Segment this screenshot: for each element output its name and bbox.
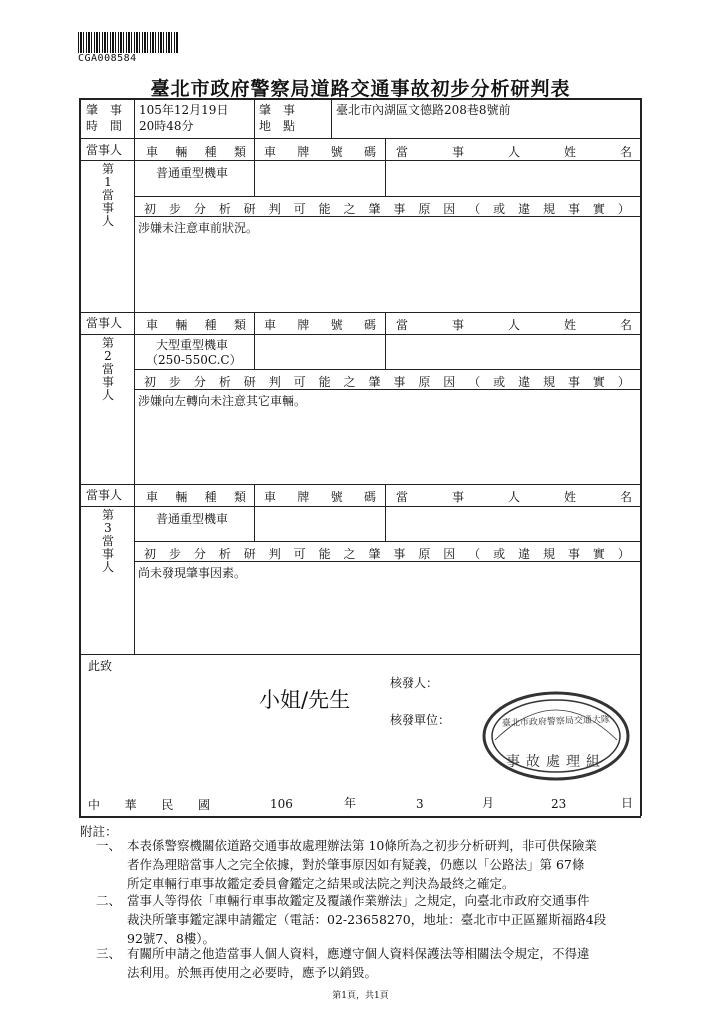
char: 姓 [563, 145, 576, 159]
divider [134, 196, 640, 197]
divider [134, 484, 135, 654]
issuer-unit-label: 核發單位： [390, 713, 451, 727]
cause-text: 涉嫌未注意車前狀況。 [138, 221, 259, 235]
char: （ [468, 375, 481, 389]
party-header: 當事人 [86, 143, 123, 157]
char: 可 [293, 547, 306, 561]
incident-date: 105年12月19日 [139, 103, 229, 117]
note-item [127, 944, 590, 982]
roc-label [88, 796, 210, 813]
name-header [396, 143, 632, 160]
month-unit: 月 [482, 796, 495, 810]
char: 原 [418, 375, 431, 389]
char: 事 [101, 201, 114, 215]
char: 實 [592, 375, 605, 389]
frame-bottom [79, 816, 641, 818]
vehicle-type-header [146, 143, 246, 160]
char: 能 [318, 547, 331, 561]
char: 肇 [368, 202, 381, 216]
day-unit: 日 [621, 796, 634, 810]
char: 規 [543, 375, 556, 389]
divider [80, 484, 640, 485]
char: 規 [543, 547, 556, 561]
char: 初 [144, 375, 157, 389]
char: 當 [101, 362, 114, 376]
char: 車 [264, 490, 277, 504]
char: ） [617, 202, 630, 216]
char: 車 [146, 318, 159, 332]
char: 因 [443, 202, 456, 216]
vehicle-type-detail: （250-550C.C） [146, 353, 242, 367]
char: 號 [330, 145, 343, 159]
char: 研 [243, 547, 256, 561]
svg-text:臺北市政府警察局交通大隊: 臺北市政府警察局交通大隊 [501, 715, 611, 729]
char: 牌 [297, 145, 310, 159]
vehicle-type: 大型重型機車 [156, 338, 229, 352]
place-label: 肇 事 [259, 103, 296, 117]
char: 事 [393, 547, 406, 561]
note-line: 有關所申請之他造當事人個人資料，應遵守個人資料保護法等相關法令規定，不得違 [127, 946, 590, 961]
divider [385, 138, 386, 196]
char: 種 [204, 318, 217, 332]
char: 類 [233, 145, 246, 159]
char: 中 [88, 798, 101, 812]
svg-text:事故處理組: 事故處理組 [506, 754, 606, 770]
divider [80, 312, 640, 313]
note-line: 92號7、8樓）。 [127, 931, 216, 946]
analysis-header [144, 200, 630, 217]
char: 碼 [363, 490, 376, 504]
char: 1 [104, 175, 112, 189]
time-label: 肇 事 [86, 103, 123, 117]
char: 當 [396, 318, 409, 332]
char: 之 [343, 202, 356, 216]
divider [254, 99, 255, 138]
frame-right [640, 98, 642, 816]
char: 車 [146, 145, 159, 159]
official-seal [481, 690, 631, 782]
char: 判 [268, 202, 281, 216]
char: 分 [193, 202, 206, 216]
note-line: 者作為理賠當事人之完全依據，對於肇事原因如有疑義，仍應以「公路法」第 67條 [127, 857, 585, 872]
char: 名 [619, 318, 632, 332]
char: 能 [318, 375, 331, 389]
divider [385, 484, 386, 541]
note-line: 裁決所肇事鑑定課申請鑑定（電話：02-23658270，地址：臺北市中正區羅斯福路4段 [127, 912, 607, 927]
char: 肇 [368, 547, 381, 561]
char: （ [468, 202, 481, 216]
char: 第 [101, 336, 114, 350]
char: 國 [197, 798, 210, 812]
char: 車 [146, 490, 159, 504]
vehicle-type: 普通重型機車 [156, 166, 229, 180]
note-item [127, 891, 606, 948]
day-value: 23 [551, 797, 567, 811]
char: 名 [619, 490, 632, 504]
vehicle-type: 普通重型機車 [156, 512, 229, 526]
analysis-header [144, 545, 630, 562]
char: 或 [493, 375, 506, 389]
char: 民 [161, 798, 174, 812]
char: 姓 [563, 490, 576, 504]
char: 事 [101, 375, 114, 389]
char: 華 [124, 798, 137, 812]
char: 事 [451, 490, 464, 504]
char: 事 [451, 145, 464, 159]
barcode [78, 32, 178, 53]
note-item [127, 836, 597, 893]
note-line: 法利用。於無再使用之必要時，應予以銷毀。 [127, 965, 378, 980]
char: 號 [330, 318, 343, 332]
char: 事 [393, 375, 406, 389]
char: （ [468, 547, 481, 561]
char: 可 [293, 375, 306, 389]
divider [80, 160, 640, 161]
divider [134, 138, 135, 312]
char: 種 [204, 490, 217, 504]
note-number: 一、 [96, 838, 122, 853]
char: 原 [418, 202, 431, 216]
char: 實 [592, 202, 605, 216]
plate-header [264, 316, 376, 333]
divider [254, 312, 255, 369]
char: 步 [168, 375, 181, 389]
char: 名 [619, 145, 632, 159]
party-label [101, 509, 115, 574]
divider [254, 484, 255, 541]
vehicle-type-header [146, 316, 246, 333]
divider [331, 99, 332, 138]
time-label: 時 間 [86, 119, 123, 133]
note-line: 當事人等得依「車輛行車事故鑑定及覆議作業辦法」之規定，向臺北市政府交通事件 [127, 893, 590, 908]
char: 3 [104, 521, 112, 535]
char: 步 [168, 202, 181, 216]
char: 輛 [175, 318, 188, 332]
char: 可 [293, 202, 306, 216]
char: 析 [218, 547, 231, 561]
char: 實 [592, 547, 605, 561]
char: 研 [243, 375, 256, 389]
char: 事 [567, 202, 580, 216]
divider [80, 654, 640, 655]
recipient: 小姐/先生 [259, 688, 351, 712]
note-line: 本表係警察機關依道路交通事故處理辦法第 10條所為之初步分析研判，非可供保險業 [127, 838, 597, 853]
char: 輛 [175, 490, 188, 504]
divider [134, 369, 640, 370]
char: 當 [101, 188, 114, 202]
char: 人 [507, 145, 520, 159]
divider [80, 506, 640, 507]
divider [134, 312, 135, 484]
char: 人 [507, 490, 520, 504]
divider [254, 138, 255, 196]
char: 姓 [563, 318, 576, 332]
salutation: 此致 [88, 659, 113, 673]
char: 研 [243, 202, 256, 216]
char: 號 [330, 490, 343, 504]
place-label: 地 點 [259, 119, 296, 133]
char: 能 [318, 202, 331, 216]
divider [134, 541, 640, 542]
char: 碼 [363, 318, 376, 332]
divider [134, 99, 135, 138]
name-header [396, 488, 632, 505]
char: 車 [264, 145, 277, 159]
char: 違 [518, 547, 531, 561]
divider [80, 334, 640, 335]
char: 分 [193, 547, 206, 561]
char: 初 [144, 202, 157, 216]
party-label [101, 163, 115, 228]
char: 因 [443, 547, 456, 561]
incident-time: 20時48分 [139, 119, 194, 133]
char: 事 [567, 375, 580, 389]
char: 類 [233, 490, 246, 504]
char: 第 [101, 162, 114, 176]
char: 規 [543, 202, 556, 216]
char: 當 [396, 145, 409, 159]
document-title: 臺北市政府警察局道路交通事故初步分析研判表 [150, 78, 571, 100]
char: 當 [101, 534, 114, 548]
char: 種 [204, 145, 217, 159]
issuer-label: 核發人： [390, 676, 439, 690]
char: 判 [268, 375, 281, 389]
cause-text: 涉嫌向左轉向未注意其它車輛。 [138, 394, 307, 408]
char: 析 [218, 202, 231, 216]
party-label [101, 337, 115, 402]
char: 當 [396, 490, 409, 504]
note-number: 二、 [96, 893, 122, 908]
cause-text: 尚未發現肇事因素。 [138, 566, 247, 580]
char: 2 [104, 349, 112, 363]
char: 肇 [368, 375, 381, 389]
char: 事 [451, 318, 464, 332]
page-number: 第1頁，共1頁 [332, 991, 389, 1001]
divider [385, 312, 386, 369]
note-number: 三、 [96, 946, 122, 961]
char: 輛 [175, 145, 188, 159]
char: 車 [264, 318, 277, 332]
char: 原 [418, 547, 431, 561]
note-line: 所定車輛行車事故鑑定委員會鑑定之結果或法院之判決為最終之確定。 [127, 876, 515, 891]
char: 第 [101, 508, 114, 522]
char: 人 [101, 388, 114, 402]
char: 人 [507, 318, 520, 332]
char: 之 [343, 375, 356, 389]
plate-header [264, 488, 376, 505]
char: 因 [443, 375, 456, 389]
char: 之 [343, 547, 356, 561]
char: ） [617, 547, 630, 561]
char: 事 [393, 202, 406, 216]
char: 或 [493, 202, 506, 216]
char: 步 [168, 547, 181, 561]
char: 分 [193, 375, 206, 389]
party-header: 當事人 [86, 488, 123, 502]
frame-left [79, 98, 81, 816]
char: 事 [101, 547, 114, 561]
year-value: 106 [270, 797, 293, 811]
char: 牌 [297, 490, 310, 504]
vehicle-type-header [146, 488, 246, 505]
char: 碼 [363, 145, 376, 159]
char: 初 [144, 547, 157, 561]
frame-top [79, 98, 641, 100]
char: 違 [518, 375, 531, 389]
incident-place: 臺北市內湖區文德路208巷8號前 [336, 103, 511, 117]
year-unit: 年 [344, 796, 357, 810]
plate-header [264, 143, 376, 160]
divider [80, 138, 640, 139]
analysis-header [144, 373, 630, 390]
notes-heading: 附註： [80, 824, 118, 839]
char: 判 [268, 547, 281, 561]
barcode-text: CGA008584 [78, 53, 137, 64]
char: 類 [233, 318, 246, 332]
char: 牌 [297, 318, 310, 332]
party-header: 當事人 [86, 316, 123, 330]
char: 事 [567, 547, 580, 561]
month-value: 3 [416, 797, 424, 811]
char: ） [617, 375, 630, 389]
char: 或 [493, 547, 506, 561]
char: 人 [101, 560, 114, 574]
name-header [396, 316, 632, 333]
char: 析 [218, 375, 231, 389]
char: 違 [518, 202, 531, 216]
char: 人 [101, 214, 114, 228]
